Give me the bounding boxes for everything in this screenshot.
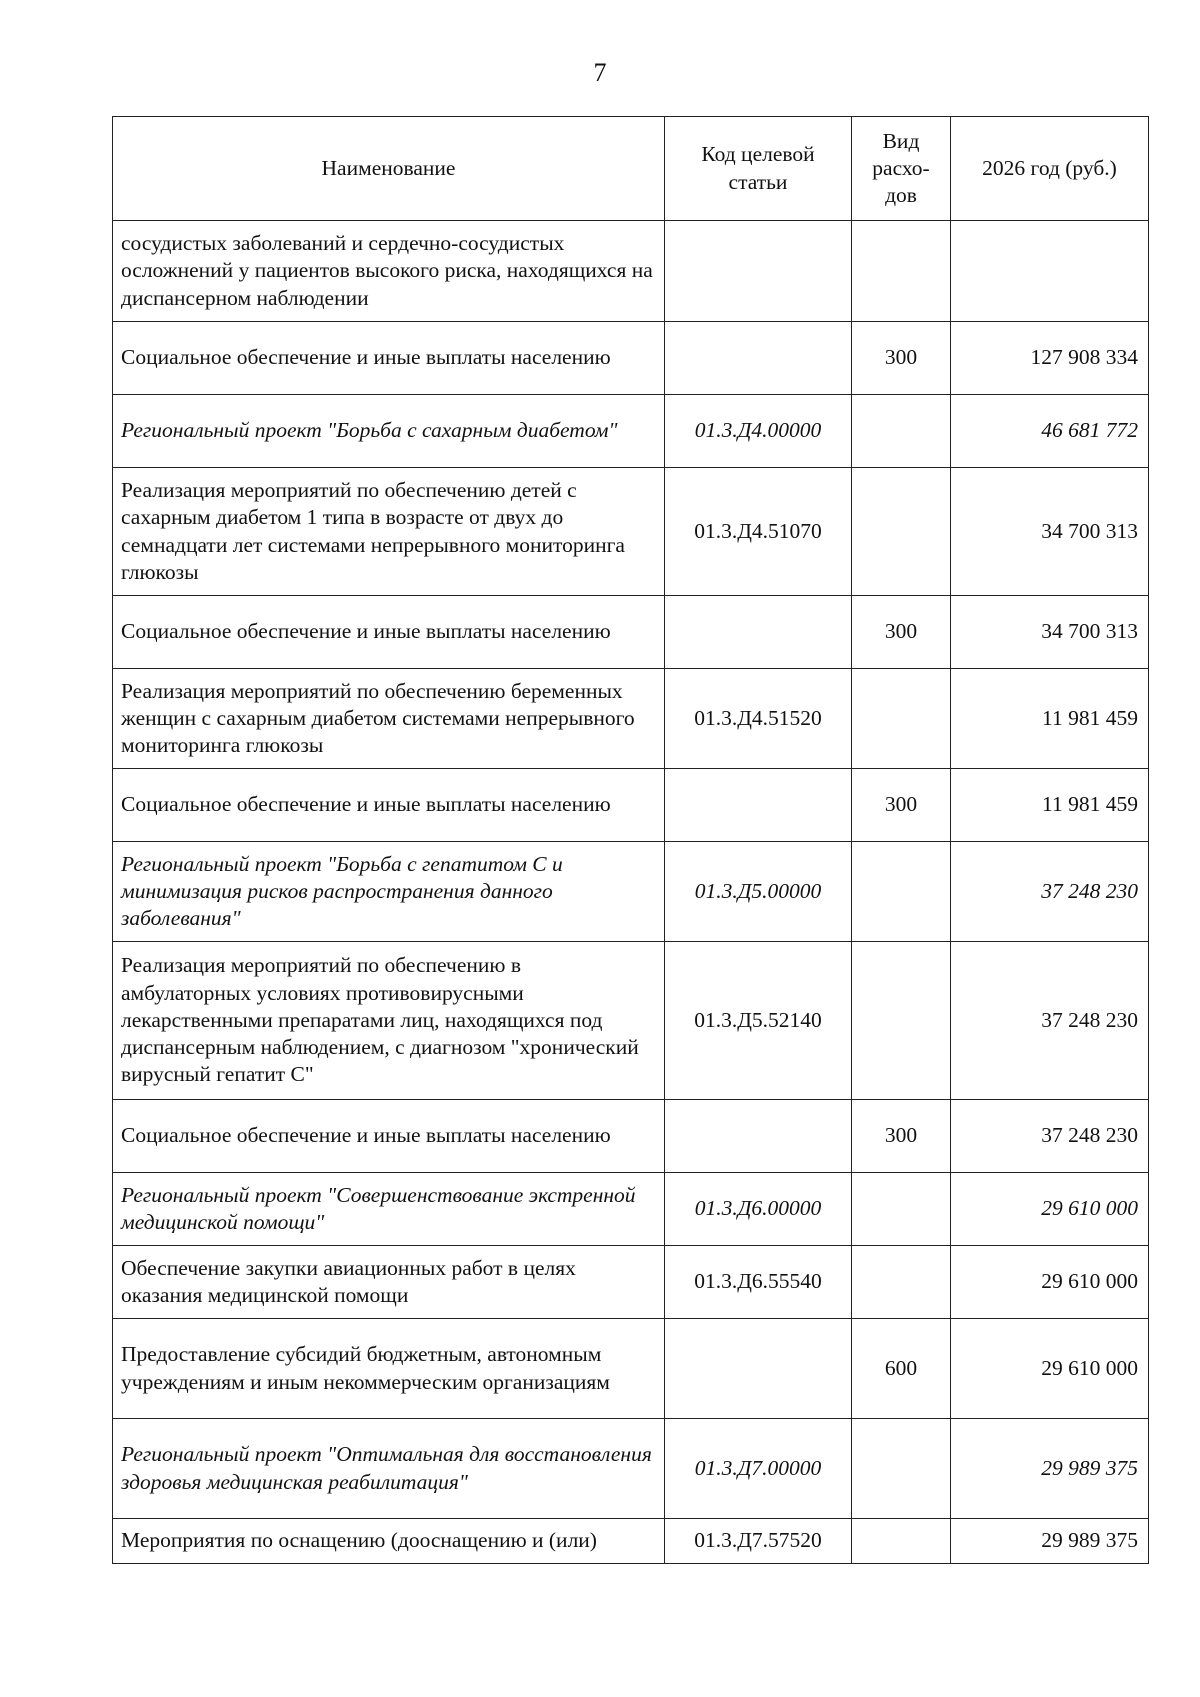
row-code-cell: 01.3.Д7.00000 <box>665 1419 852 1519</box>
table-row <box>113 942 1149 1100</box>
row-code-cell: 01.3.Д5.00000 <box>665 842 852 942</box>
row-amount-cell: 37 248 230 <box>951 1100 1149 1173</box>
row-amount-cell: 34 700 313 <box>951 596 1149 669</box>
row-name-cell: Социальное обеспечение и иные выплаты населению <box>113 769 665 842</box>
row-name-cell: Реализация мероприятий по обеспечению детей с сахарным диабетом 1 типа в возрасте от двух до семнадцати лет системами непрерывного мониторинга глюкозы <box>113 468 665 596</box>
row-amount-cell: 11 981 459 <box>951 769 1149 842</box>
table-row <box>113 395 1149 468</box>
table-row <box>113 1100 1149 1173</box>
table-row <box>113 1419 1149 1519</box>
row-code-cell <box>665 221 852 322</box>
row-code-cell <box>665 1319 852 1419</box>
row-amount-cell: 11 981 459 <box>951 669 1149 769</box>
table-row <box>113 322 1149 395</box>
row-kind-cell <box>852 669 951 769</box>
table-row <box>113 842 1149 942</box>
row-kind-cell: 300 <box>852 1100 951 1173</box>
row-kind-cell <box>852 468 951 596</box>
table-row <box>113 769 1149 842</box>
row-amount-cell: 34 700 313 <box>951 468 1149 596</box>
table-row <box>113 669 1149 769</box>
row-amount-cell: 46 681 772 <box>951 395 1149 468</box>
header-amount: 2026 год (руб.) <box>951 117 1149 221</box>
row-name-cell: Социальное обеспечение и иные выплаты населению <box>113 1100 665 1173</box>
row-kind-cell <box>852 842 951 942</box>
row-kind-cell <box>852 942 951 1100</box>
row-name-cell: Реализация мероприятий по обеспечению в амбулаторных условиях противовирусными лекарственными препаратами лиц, находящихся под диспансерным наблюдением, с диагнозом "хронический вирусный гепатит С" <box>113 942 665 1100</box>
row-name-cell: Мероприятия по оснащению (дооснащению и (или) <box>113 1519 665 1564</box>
row-amount-cell: 29 989 375 <box>951 1519 1149 1564</box>
row-name-cell: Региональный проект "Борьба с гепатитом С и минимизация рисков распространения данного заболевания" <box>113 842 665 942</box>
row-code-cell: 01.3.Д4.00000 <box>665 395 852 468</box>
table-row <box>113 1519 1149 1564</box>
row-code-cell: 01.3.Д5.52140 <box>665 942 852 1100</box>
row-code-cell <box>665 769 852 842</box>
row-code-cell <box>665 322 852 395</box>
budget-table <box>112 116 1149 1564</box>
row-kind-cell <box>852 221 951 322</box>
row-amount-cell: 37 248 230 <box>951 842 1149 942</box>
row-kind-cell: 600 <box>852 1319 951 1419</box>
row-code-cell: 01.3.Д4.51070 <box>665 468 852 596</box>
row-name-cell: Предоставление субсидий бюджетным, автономным учреждениям и иным некоммерческим организациям <box>113 1319 665 1419</box>
table-row <box>113 1246 1149 1319</box>
row-name-cell: Социальное обеспечение и иные выплаты населению <box>113 322 665 395</box>
row-kind-cell <box>852 395 951 468</box>
row-code-cell: 01.3.Д4.51520 <box>665 669 852 769</box>
row-code-cell: 01.3.Д7.57520 <box>665 1519 852 1564</box>
table-row <box>113 1173 1149 1246</box>
table-header-row <box>113 117 1149 221</box>
row-name-cell: Реализация мероприятий по обеспечению беременных женщин с сахарным диабетом системами непрерывного мониторинга глюкозы <box>113 669 665 769</box>
table-row <box>113 468 1149 596</box>
row-name-cell: Региональный проект "Совершенствование экстренной медицинской помощи" <box>113 1173 665 1246</box>
row-kind-cell: 300 <box>852 596 951 669</box>
table-row <box>113 1319 1149 1419</box>
row-amount-cell: 127 908 334 <box>951 322 1149 395</box>
row-name-cell: сосудистых заболеваний и сердечно-сосудистых осложнений у пациентов высокого риска, находящихся на диспансерном наблюдении <box>113 221 665 322</box>
row-code-cell: 01.3.Д6.55540 <box>665 1246 852 1319</box>
row-amount-cell: 29 610 000 <box>951 1246 1149 1319</box>
row-amount-cell: 29 989 375 <box>951 1419 1149 1519</box>
row-kind-cell <box>852 1419 951 1519</box>
row-name-cell: Обеспечение закупки авиационных работ в целях оказания медицинской помощи <box>113 1246 665 1319</box>
table-body <box>113 221 1149 1564</box>
row-code-cell <box>665 596 852 669</box>
row-name-cell: Региональный проект "Оптимальная для восстановления здоровья медицинская реабилитация" <box>113 1419 665 1519</box>
row-amount-cell <box>951 221 1149 322</box>
table-row <box>113 596 1149 669</box>
header-code: Код целевой статьи <box>665 117 852 221</box>
row-amount-cell: 29 610 000 <box>951 1319 1149 1419</box>
row-amount-cell: 37 248 230 <box>951 942 1149 1100</box>
row-kind-cell <box>852 1173 951 1246</box>
row-kind-cell: 300 <box>852 322 951 395</box>
row-amount-cell: 29 610 000 <box>951 1173 1149 1246</box>
table-row <box>113 221 1149 322</box>
row-kind-cell: 300 <box>852 769 951 842</box>
row-kind-cell <box>852 1246 951 1319</box>
header-kind: Вид расхо-дов <box>852 117 951 221</box>
row-name-cell: Социальное обеспечение и иные выплаты населению <box>113 596 665 669</box>
row-name-cell: Региональный проект "Борьба с сахарным диабетом" <box>113 395 665 468</box>
row-code-cell <box>665 1100 852 1173</box>
header-name: Наименование <box>113 117 665 221</box>
page-number: 7 <box>593 58 607 87</box>
row-kind-cell <box>852 1519 951 1564</box>
row-code-cell: 01.3.Д6.00000 <box>665 1173 852 1246</box>
